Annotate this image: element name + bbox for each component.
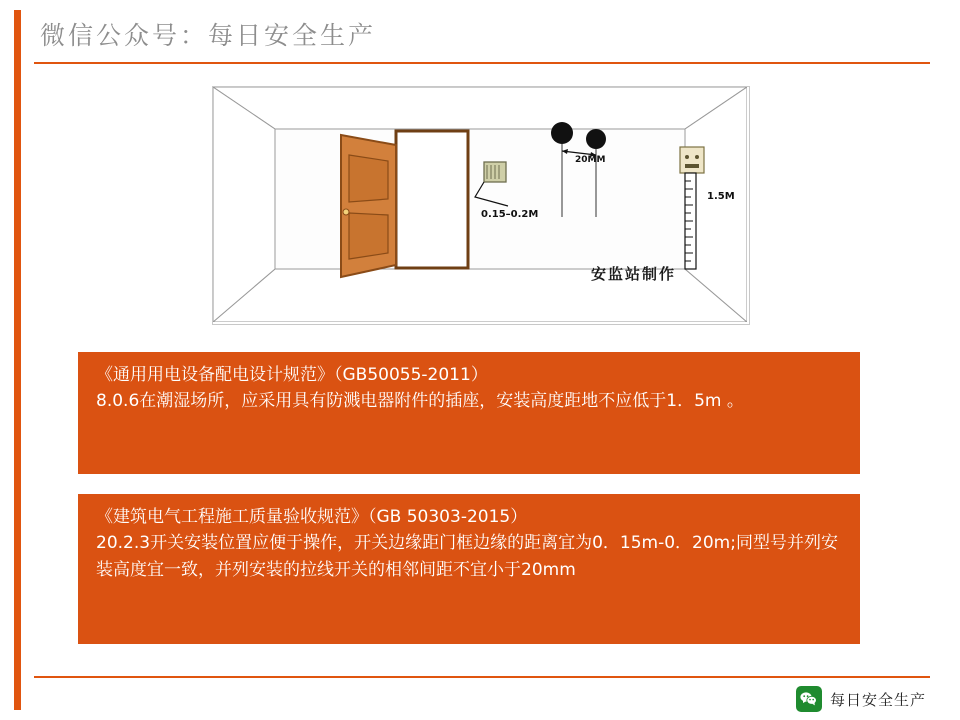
callout-2-body: 20.2.3开关安装位置应便于操作，开关边缘距门框边缘的距离宜为0．15m-0．20m;同型号并列安装高度宜一致，并列安装的拉线开关的相邻间距不宜小于20mm (96, 533, 838, 580)
room-diagram-svg (213, 87, 747, 322)
wechat-glyph (800, 692, 817, 706)
callout-gb50303 (78, 494, 860, 644)
header-divider (34, 62, 930, 64)
callout-1-title: 《通用用电设备配电设计规范》（GB50055-2011） (96, 365, 488, 385)
wechat-icon (796, 686, 822, 712)
footer-divider (34, 676, 930, 678)
footer (796, 684, 926, 714)
callout-1-body: 8.0.6在潮湿场所，应采用具有防溅电器附件的插座，安装高度距地不应低于1．5m 。 (96, 391, 744, 412)
callout-2-title: 《建筑电气工程施工质量验收规范》（GB 50303-2015） (96, 507, 528, 527)
page-title: 微信公众号：每日安全生产 (40, 21, 377, 50)
label-door-distance: 0.15–0.2M (481, 209, 539, 220)
label-socket-height: 1.5M (707, 191, 735, 202)
callout-gb50055 (78, 352, 860, 474)
label-switch-spacing: 20MM (575, 155, 606, 165)
illustration-watermark: 安监站制作 (591, 265, 677, 283)
left-accent-bar (14, 10, 21, 710)
footer-account-name: 每日安全生产 (829, 690, 926, 709)
header (40, 16, 920, 62)
illustration-panel (212, 86, 750, 325)
